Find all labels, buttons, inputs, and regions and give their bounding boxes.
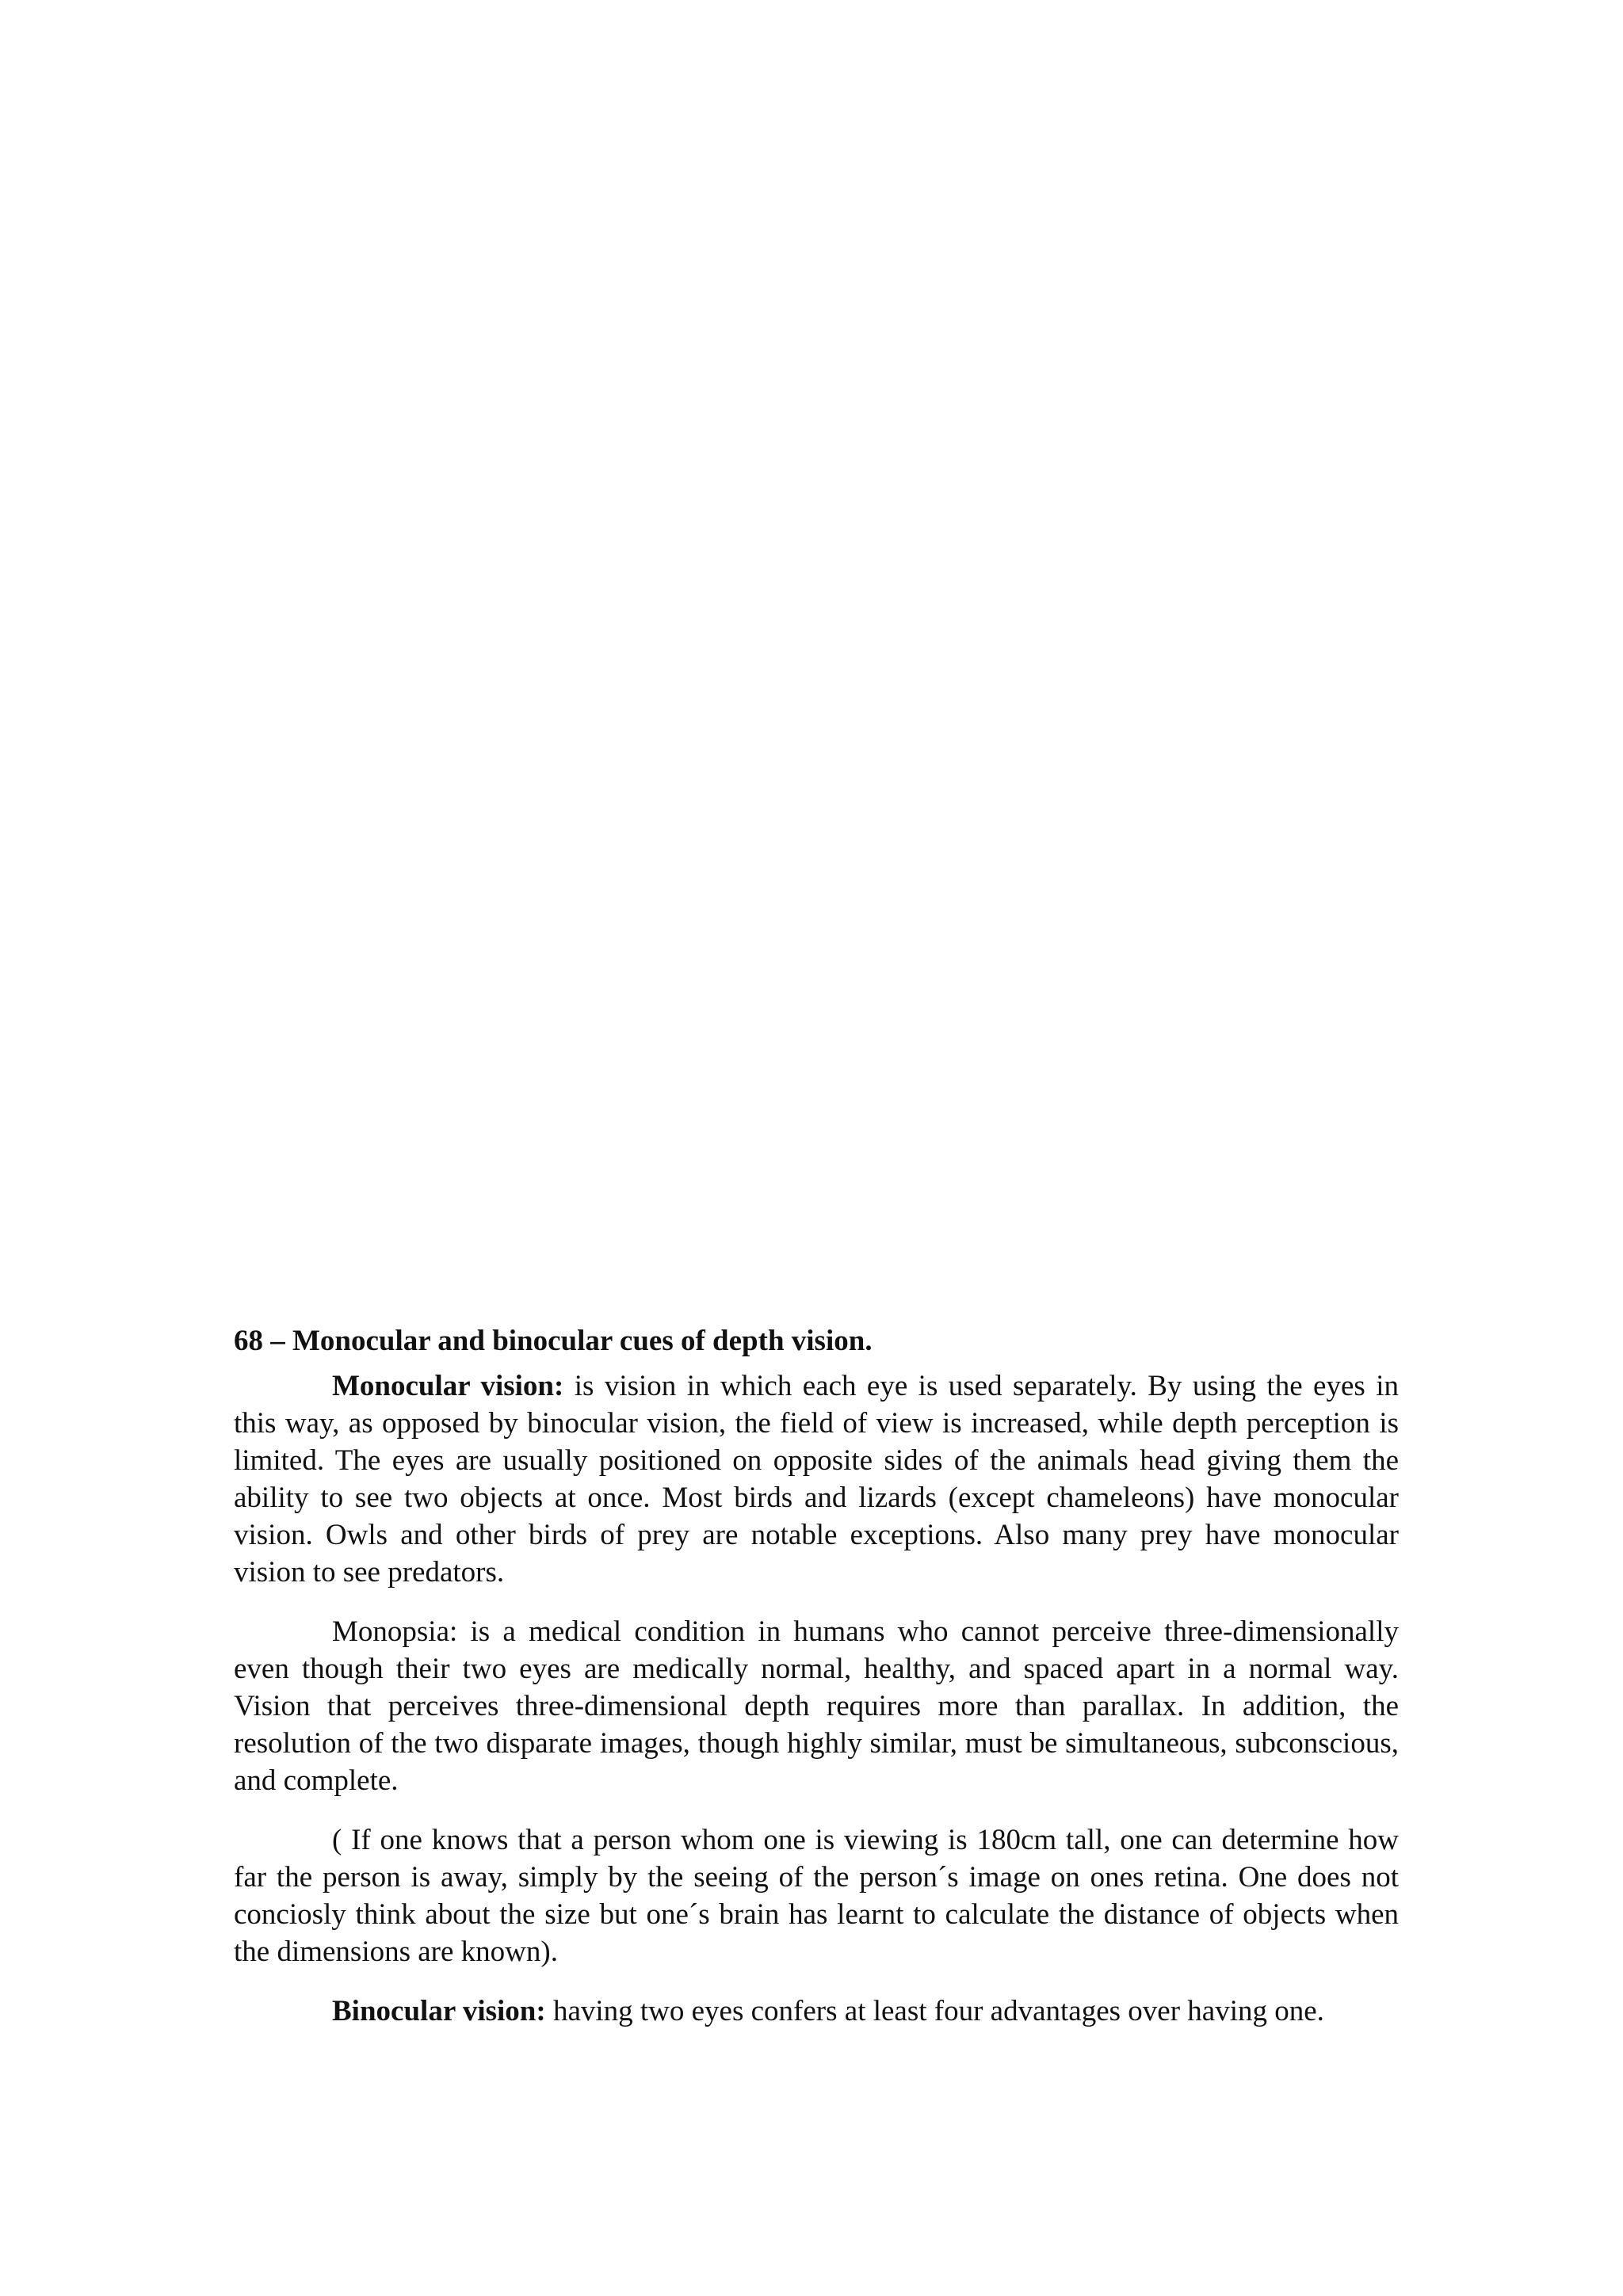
paragraph-text: Monopsia: is a medical condition in humans who cannot perceive three-dimensionally even though their two eyes are medically normal, healthy, and spaced apart in a normal way. Vision that perceives three-dimensional depth requires more than parallax. In addition, the resolution of the two disparate images, though highly similar, must be simultaneous, subconscious, and complete. [234,1615,1399,1797]
document-body [234,1323,1399,2052]
section-heading: 68 – Monocular and binocular cues of depth vision. [234,1325,873,1357]
term-monocular-vision: Monocular vision: [332,1370,564,1402]
paragraph-text: having two eyes confers at least four advantages over having one. [545,1995,1324,2027]
paragraph-monocular-vision [234,1367,1399,1591]
paragraph-size-distance-note [234,1821,1399,1970]
paragraph-monopsia [234,1613,1399,1799]
term-binocular-vision: Binocular vision: [332,1995,546,2027]
paragraph-text: ( If one knows that a person whom one is viewing is 180cm tall, one can determine how far the person is away, simply by the seeing of the person´s image on ones retina. One does not conciosly think about the size but one´s brain has learnt to calculate the distance of objects when the dimensions are known). [234,1824,1399,1968]
paragraph-binocular-vision [234,1993,1399,2030]
paragraph-text: is vision in which each eye is used separately. By using the eyes in this way, as opposed by binocular vision, the field of view is increased, while depth perception is limited. The eyes are usually positioned on opposite sides of the animals head giving them the ability to see two objects at once. Most birds and lizards (except chameleons) have monocular vision. Owls and other birds of prey are notable exceptions. Also many prey have monocular vision to see predators. [234,1370,1399,1589]
